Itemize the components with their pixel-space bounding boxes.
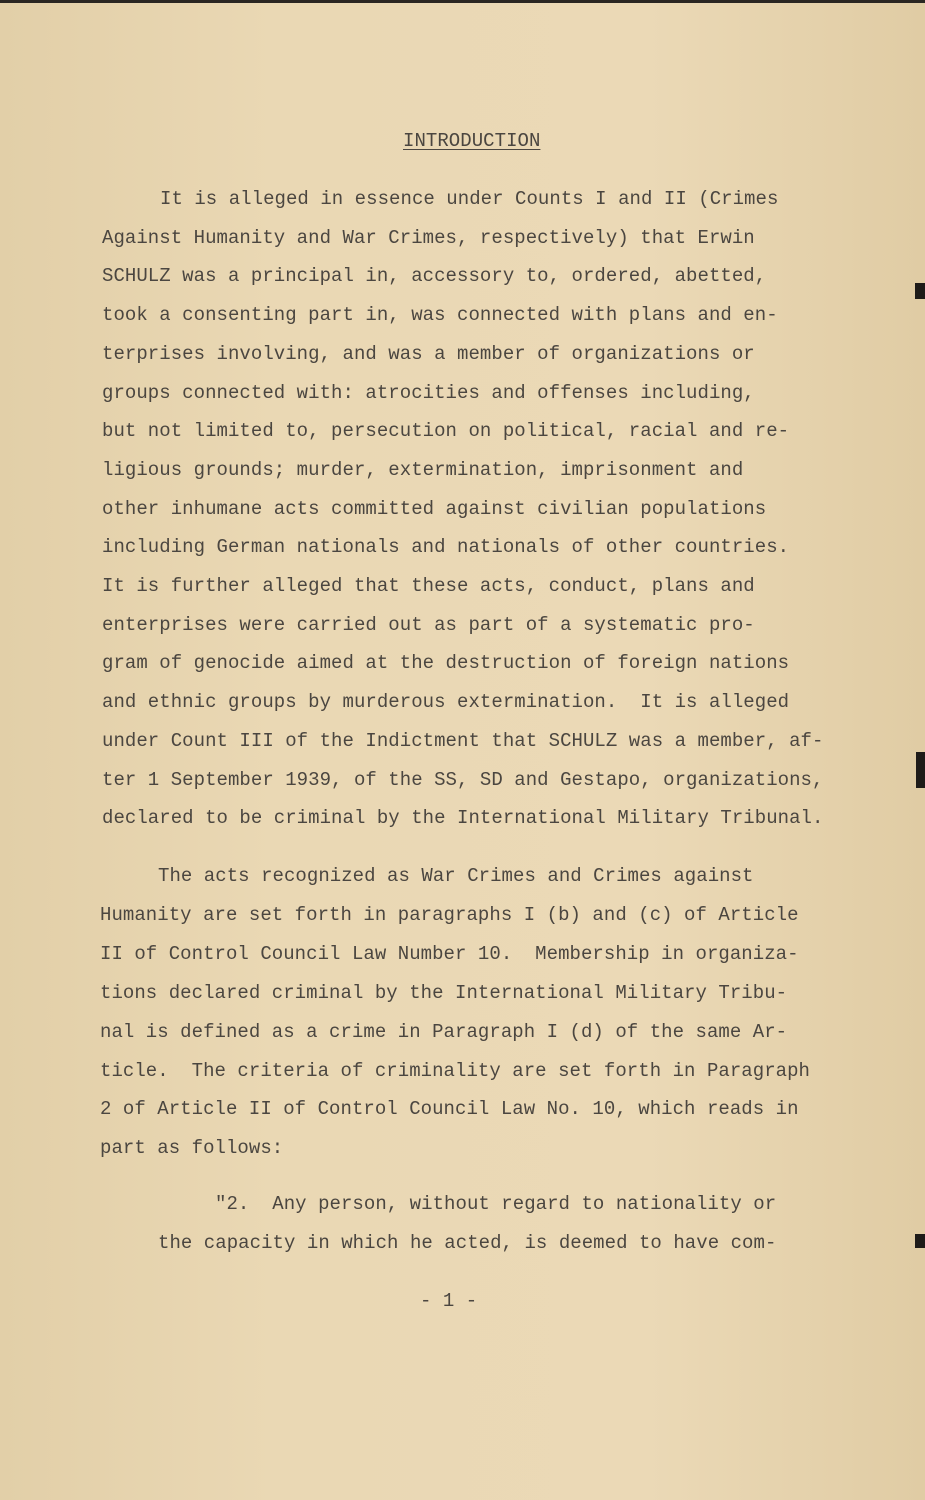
text-line: under Count III of the Indictment that SCHULZ was a member, af- [102,729,824,752]
text-line: "2. Any person, without regard to nationality or [215,1193,777,1215]
text-line: but not limited to, persecution on political, racial and re- [102,420,790,443]
text-line: declared to be criminal by the International Military Tribunal. [102,807,824,830]
text-line: It is alleged in essence under Counts I and II (Crimes [160,188,779,210]
page-title: INTRODUCTION [403,130,541,152]
text-line: 2 of Article II of Control Council Law No. 10, which reads in [100,1098,799,1121]
text-line: ter 1 September 1939, of the SS, SD and Gestapo, organizations, [102,768,824,791]
text-line: Against Humanity and War Crimes, respectively) that Erwin [102,226,755,249]
edge-mark [915,1234,925,1248]
text-line: part as follows: [100,1137,284,1160]
edge-mark [915,283,925,299]
edge-mark [916,752,925,788]
text-line: ticle. The criteria of criminality are set forth in Paragraph [100,1059,811,1082]
text-line: took a consenting part in, was connected with plans and en- [102,304,778,327]
page-number: - 1 - [420,1290,478,1312]
text-line: II of Control Council Law Number 10. Membership in organiza- [100,942,799,965]
page-top-edge [0,0,925,3]
text-line: including German nationals and nationals of other countries. [102,536,790,559]
text-line: terprises involving, and was a member of organizations or [102,342,755,365]
text-line: tions declared criminal by the International Military Tribu- [100,981,788,1004]
text-line: SCHULZ was a principal in, accessory to, ordered, abetted, [102,265,767,288]
text-line: It is further alleged that these acts, conduct, plans and [102,575,755,597]
text-line: enterprises were carried out as part of a systematic pro- [102,613,755,636]
text-line: groups connected with: atrocities and offenses including, [102,381,755,404]
text-line: Humanity are set forth in paragraphs I (b) and (c) of Article [100,903,799,926]
text-line: other inhumane acts committed against civilian populations [102,497,767,520]
text-line: nal is defined as a crime in Paragraph I (d) of the same Ar- [100,1020,788,1043]
text-line: and ethnic groups by murderous extermination. It is alleged [102,691,790,714]
text-line: ligious grounds; murder, extermination, imprisonment and [102,458,744,481]
text-line: The acts recognized as War Crimes and Crimes against [158,865,754,887]
text-line: gram of genocide aimed at the destruction of foreign nations [102,652,790,675]
text-line: the capacity in which he acted, is deemed to have com- [158,1231,777,1254]
